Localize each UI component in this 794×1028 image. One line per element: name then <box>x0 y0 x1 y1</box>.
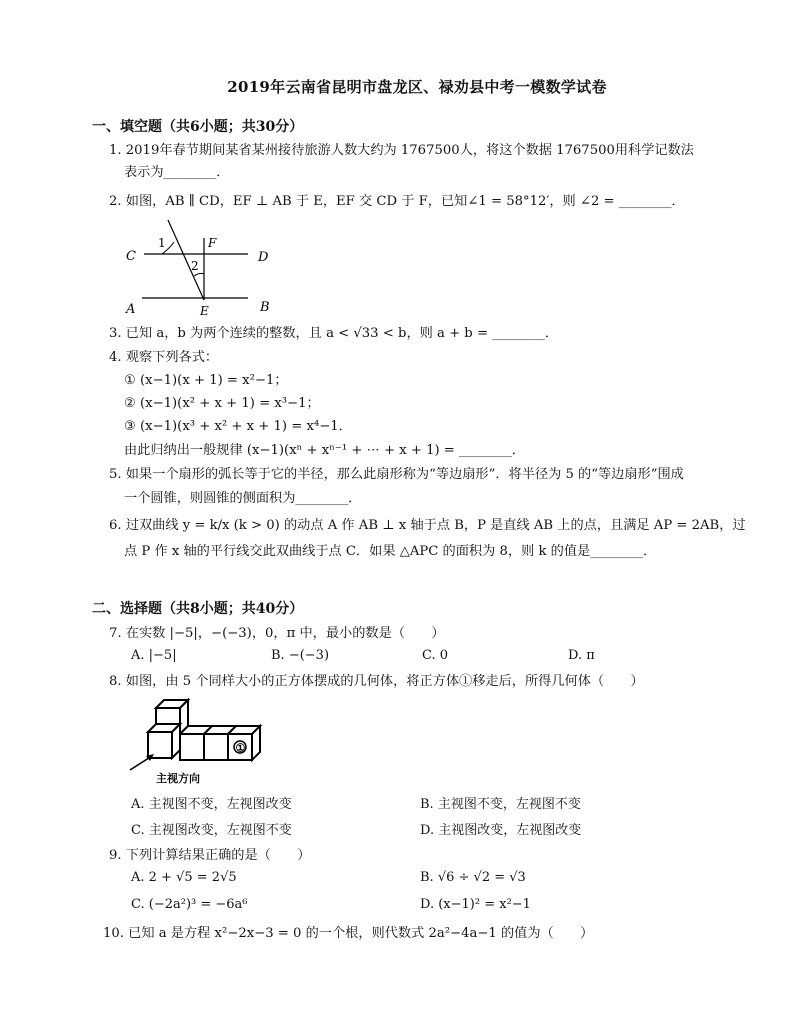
section-heading-multiple-choice: 二、选择题（共8小题；共40分） <box>92 601 304 617</box>
question-9: 9. 下列计算结果正确的是（ ） <box>109 848 311 863</box>
question-4-eq-3: ③ (x−1)(x³ + x² + x + 1) = x⁴−1． <box>124 419 352 434</box>
q8-option-d: D. 主视图改变，左视图改变 <box>420 823 582 838</box>
question-3: 3. 已知 a，b 为两个连续的整数，且 a < √33 < b，则 a + b = ________． <box>109 326 559 341</box>
question-2: 2. 如图，AB ∥ CD，EF ⊥ AB 于 E，EF 交 CD 于 F，已知∠1 = 58°12′，则 ∠2 = ________． <box>109 194 685 209</box>
label-b: B <box>260 300 270 315</box>
cubes-figure <box>122 694 272 786</box>
question-4: 4. 观察下列各式： <box>109 350 219 365</box>
question-5-line-1: 5. 如果一个扇形的弧长等于它的半径，那么此扇形称为“等边扇形”．将半径为 5 的“等边扇形”围成 <box>109 467 684 482</box>
q7-option-c: C. 0 <box>422 648 449 663</box>
angle-2-label: 2 <box>191 259 199 273</box>
view-direction-caption: 主视方向 <box>156 772 200 785</box>
question-4-eq-2: ② (x−1)(x² + x + 1) = x³−1； <box>124 396 320 411</box>
angle-1-label: 1 <box>158 236 166 250</box>
label-f: F <box>208 236 217 250</box>
parallel-lines-figure <box>118 216 288 320</box>
label-a: A <box>126 302 136 317</box>
q8-option-a: A. 主视图不变，左视图改变 <box>131 797 292 812</box>
label-d: D <box>258 250 269 265</box>
label-e: E <box>200 304 209 318</box>
cube-1-label: ① <box>235 741 246 755</box>
q9-option-a: A. 2 + √5 = 2√5 <box>131 870 237 885</box>
question-1-line-2: 表示为________． <box>124 165 230 180</box>
q8-option-b: B. 主视图不变，左视图不变 <box>420 797 581 812</box>
q9-option-c: C. (−2a²)³ = −6a⁶ <box>131 897 248 912</box>
question-10: 10. 已知 a 是方程 x²−2x−3 = 0 的一个根，则代数式 2a²−4a−1 的值为（ ） <box>103 926 594 941</box>
question-6-line-2: 点 P 作 x 轴的平行线交此双曲线于点 C．如果 △APC 的面积为 8，则 k 的值是________． <box>124 544 657 559</box>
question-4-eq-1: ① (x−1)(x + 1) = x²−1； <box>124 373 288 388</box>
question-7: 7. 在实数 |−5|，−(−3)，0，π 中，最小的数是（ ） <box>109 626 445 641</box>
page-title: 2019年云南省昆明市盘龙区、禄劝县中考一模数学试卷 <box>227 78 607 96</box>
q8-option-c: C. 主视图改变，左视图不变 <box>131 823 292 838</box>
q7-option-b: B. −(−3) <box>271 648 330 663</box>
question-1-line-1: 1. 2019年春节期间某省某州接待旅游人数大约为 1767500人，将这个数据 1767500用科学记数法 <box>109 143 694 158</box>
question-8: 8. 如图，由 5 个同样大小的正方体摆成的几何体，将正方体①移走后，所得几何体（ ） <box>109 674 644 689</box>
q9-option-b: B. √6 ÷ √2 = √3 <box>420 870 526 885</box>
label-c: C <box>126 249 136 264</box>
question-6-line-1: 6. 过双曲线 y = k/x (k > 0) 的动点 A 作 AB ⊥ x 轴于点 B，P 是直线 AB 上的点，且满足 AP = 2AB，过 <box>109 518 746 533</box>
question-5-line-2: 一个圆锥，则圆锥的侧面积为________． <box>124 491 362 506</box>
q7-option-a: A. |−5| <box>131 648 177 663</box>
q9-option-d: D. (x−1)² = x²−1 <box>420 897 531 912</box>
q7-option-d: D. π <box>568 648 595 663</box>
section-heading-fill-in: 一、填空题（共6小题；共30分） <box>92 119 304 135</box>
question-4-general: 由此归纳出一般规律 (x−1)(xⁿ + xⁿ⁻¹ + ⋯ + x + 1) = ________． <box>124 443 525 458</box>
